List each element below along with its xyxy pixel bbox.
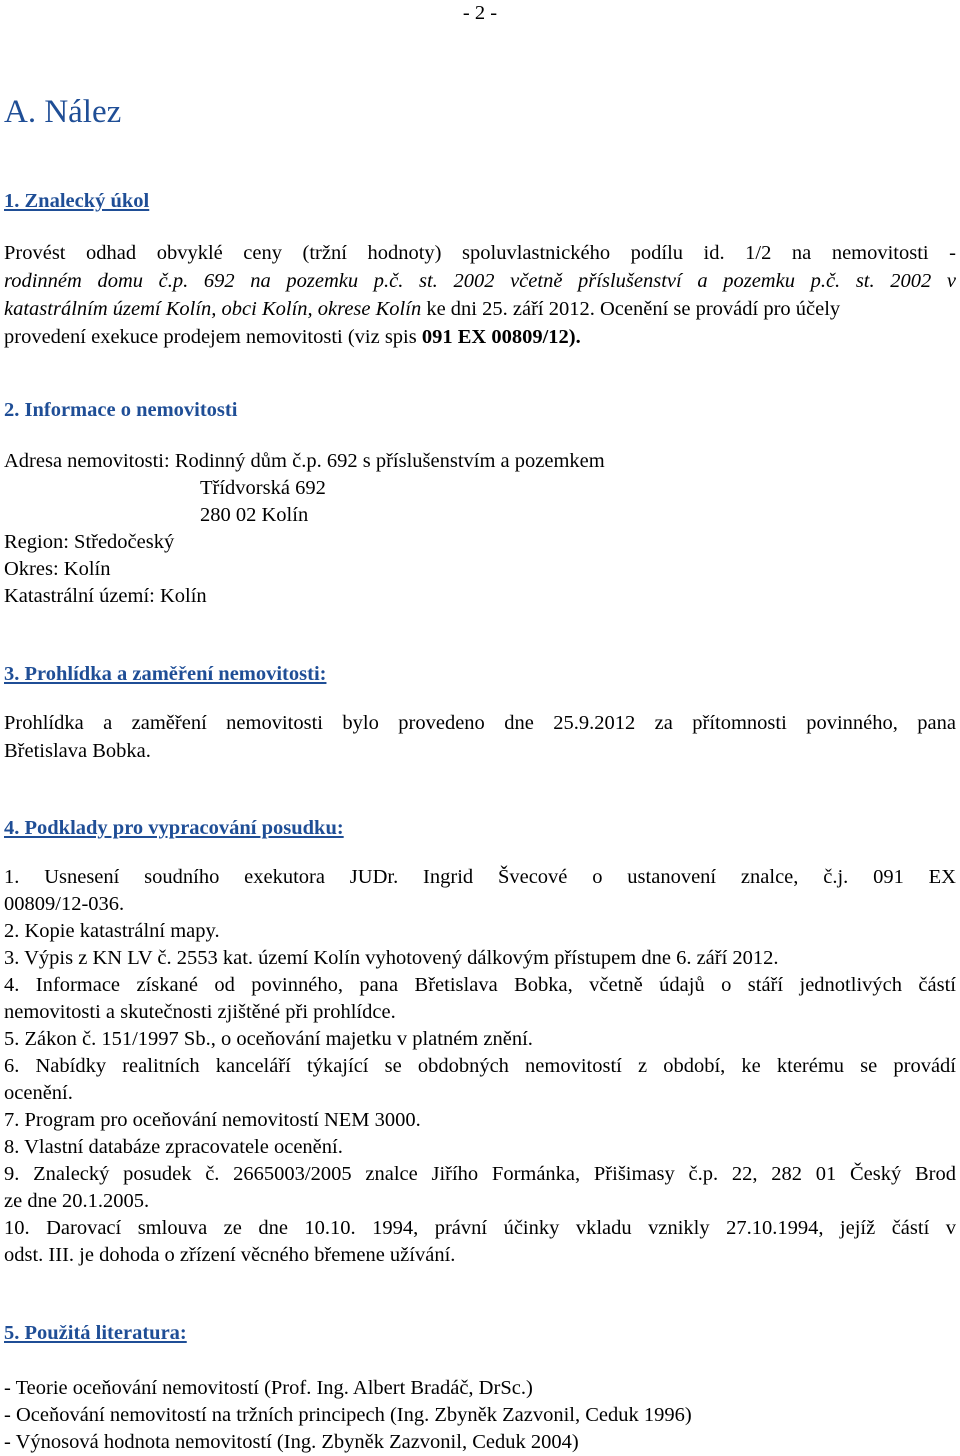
s1-line-3-rest: ke dni 25. září 2012. Ocenění se provádí pro účely bbox=[421, 298, 841, 320]
section-5-heading: 5. Použitá literatura: bbox=[4, 1322, 187, 1344]
s4-item-9a: 9. Znalecký posudek č. 2665003/2005 znalce Jiřího Formánka, Přišimasy č.p. 22, 282 01 Český Brod bbox=[4, 1163, 956, 1185]
section-3-heading: 3. Prohlídka a zaměření nemovitosti: bbox=[4, 663, 327, 685]
section-1-heading: 1. Znalecký úkol bbox=[4, 190, 150, 212]
address-line-1: Rodinný dům č.p. 692 s příslušenstvím a pozemkem bbox=[174, 450, 605, 472]
s4-item-3: 3. Výpis z KN LV č. 2553 kat. území Kolín vyhotovený dálkovým přístupem dne 6. září 2012. bbox=[4, 947, 779, 969]
section-2-heading: 2. Informace o nemovitosti bbox=[4, 399, 238, 421]
s4-item-5: 5. Zákon č. 151/1997 Sb., o oceňování majetku v platném znění. bbox=[4, 1028, 533, 1050]
s4-item-4b: nemovitosti a skutečnosti zjištěné při prohlídce. bbox=[4, 1001, 396, 1023]
address-line-2: Třídvorská 692 bbox=[200, 477, 326, 499]
s1-line-3-italic: katastrálním území Kolín, obci Kolín, okrese Kolín bbox=[4, 298, 422, 320]
s4-item-9b: ze dne 20.1.2005. bbox=[4, 1190, 150, 1212]
literature-3: - Výnosová hodnota nemovitostí (Ing. Zbyněk Zazvonil, Ceduk 2004) bbox=[4, 1431, 579, 1453]
katastralni-uzemi: Katastrální území: Kolín bbox=[4, 585, 207, 607]
region: Region: Středočeský bbox=[4, 531, 175, 553]
section-4-heading: 4. Podklady pro vypracování posudku: bbox=[4, 817, 344, 839]
s4-item-1b: 00809/12-036. bbox=[4, 893, 125, 915]
s4-item-10a: 10. Darovací smlouva ze dne 10.10. 1994, právní účinky vkladu vznikly 27.10.1994, jejíž částí v bbox=[4, 1217, 956, 1239]
page-number: - 2 - bbox=[462, 2, 498, 24]
s4-item-1a: 1. Usnesení soudního exekutora JUDr. Ingrid Švecové o ustanovení znalce, č.j. 091 EX bbox=[4, 866, 956, 888]
s4-item-7: 7. Program pro oceňování nemovitostí NEM 3000. bbox=[4, 1109, 421, 1131]
s3-line-1: Prohlídka a zaměření nemovitosti bylo provedeno dne 25.9.2012 za přítomnosti povinného, pana bbox=[4, 712, 956, 734]
s2-address-row bbox=[4, 447, 605, 475]
s4-item-6a: 6. Nabídky realitních kanceláří týkající se obdobných nemovitostí z období, ke kterému se provádí bbox=[4, 1055, 956, 1077]
literature-2: - Oceňování nemovitostí na tržních principech (Ing. Zbyněk Zazvonil, Ceduk 1996) bbox=[4, 1404, 692, 1426]
s3-line-2: Břetislava Bobka. bbox=[4, 740, 151, 762]
okres: Okres: Kolín bbox=[4, 558, 111, 580]
address-label: Adresa nemovitosti: bbox=[4, 450, 175, 472]
s1-line-4 bbox=[4, 323, 581, 351]
s1-line-3 bbox=[4, 295, 840, 323]
s4-item-2: 2. Kopie katastrální mapy. bbox=[4, 920, 220, 942]
s1-case-number: 091 EX 00809/12). bbox=[421, 326, 581, 348]
s1-line-4-text: provedení exekuce prodejem nemovitosti (viz spis bbox=[4, 326, 422, 348]
s4-item-10b: odst. III. je dohoda o zřízení věcného břemene užívání. bbox=[4, 1244, 456, 1266]
s4-item-6b: ocenění. bbox=[4, 1082, 73, 1104]
literature-1: - Teorie oceňování nemovitostí (Prof. Ing. Albert Bradáč, DrSc.) bbox=[4, 1377, 533, 1399]
address-line-3: 280 02 Kolín bbox=[200, 504, 309, 526]
s4-item-8: 8. Vlastní databáze zpracovatele ocenění. bbox=[4, 1136, 343, 1158]
s4-item-4a: 4. Informace získané od povinného, pana Břetislava Bobka, včetně údajů o stáří jednotlivých částí bbox=[4, 974, 956, 996]
s1-line-2: rodinném domu č.p. 692 na pozemku p.č. st. 2002 včetně příslušenství a pozemku p.č. st. 2002 v bbox=[4, 270, 956, 292]
s1-line-1: Provést odhad obvyklé ceny (tržní hodnoty) spoluvlastnického podílu id. 1/2 na nemovitosti - bbox=[4, 242, 956, 264]
page-title: A. Nález bbox=[4, 94, 122, 130]
